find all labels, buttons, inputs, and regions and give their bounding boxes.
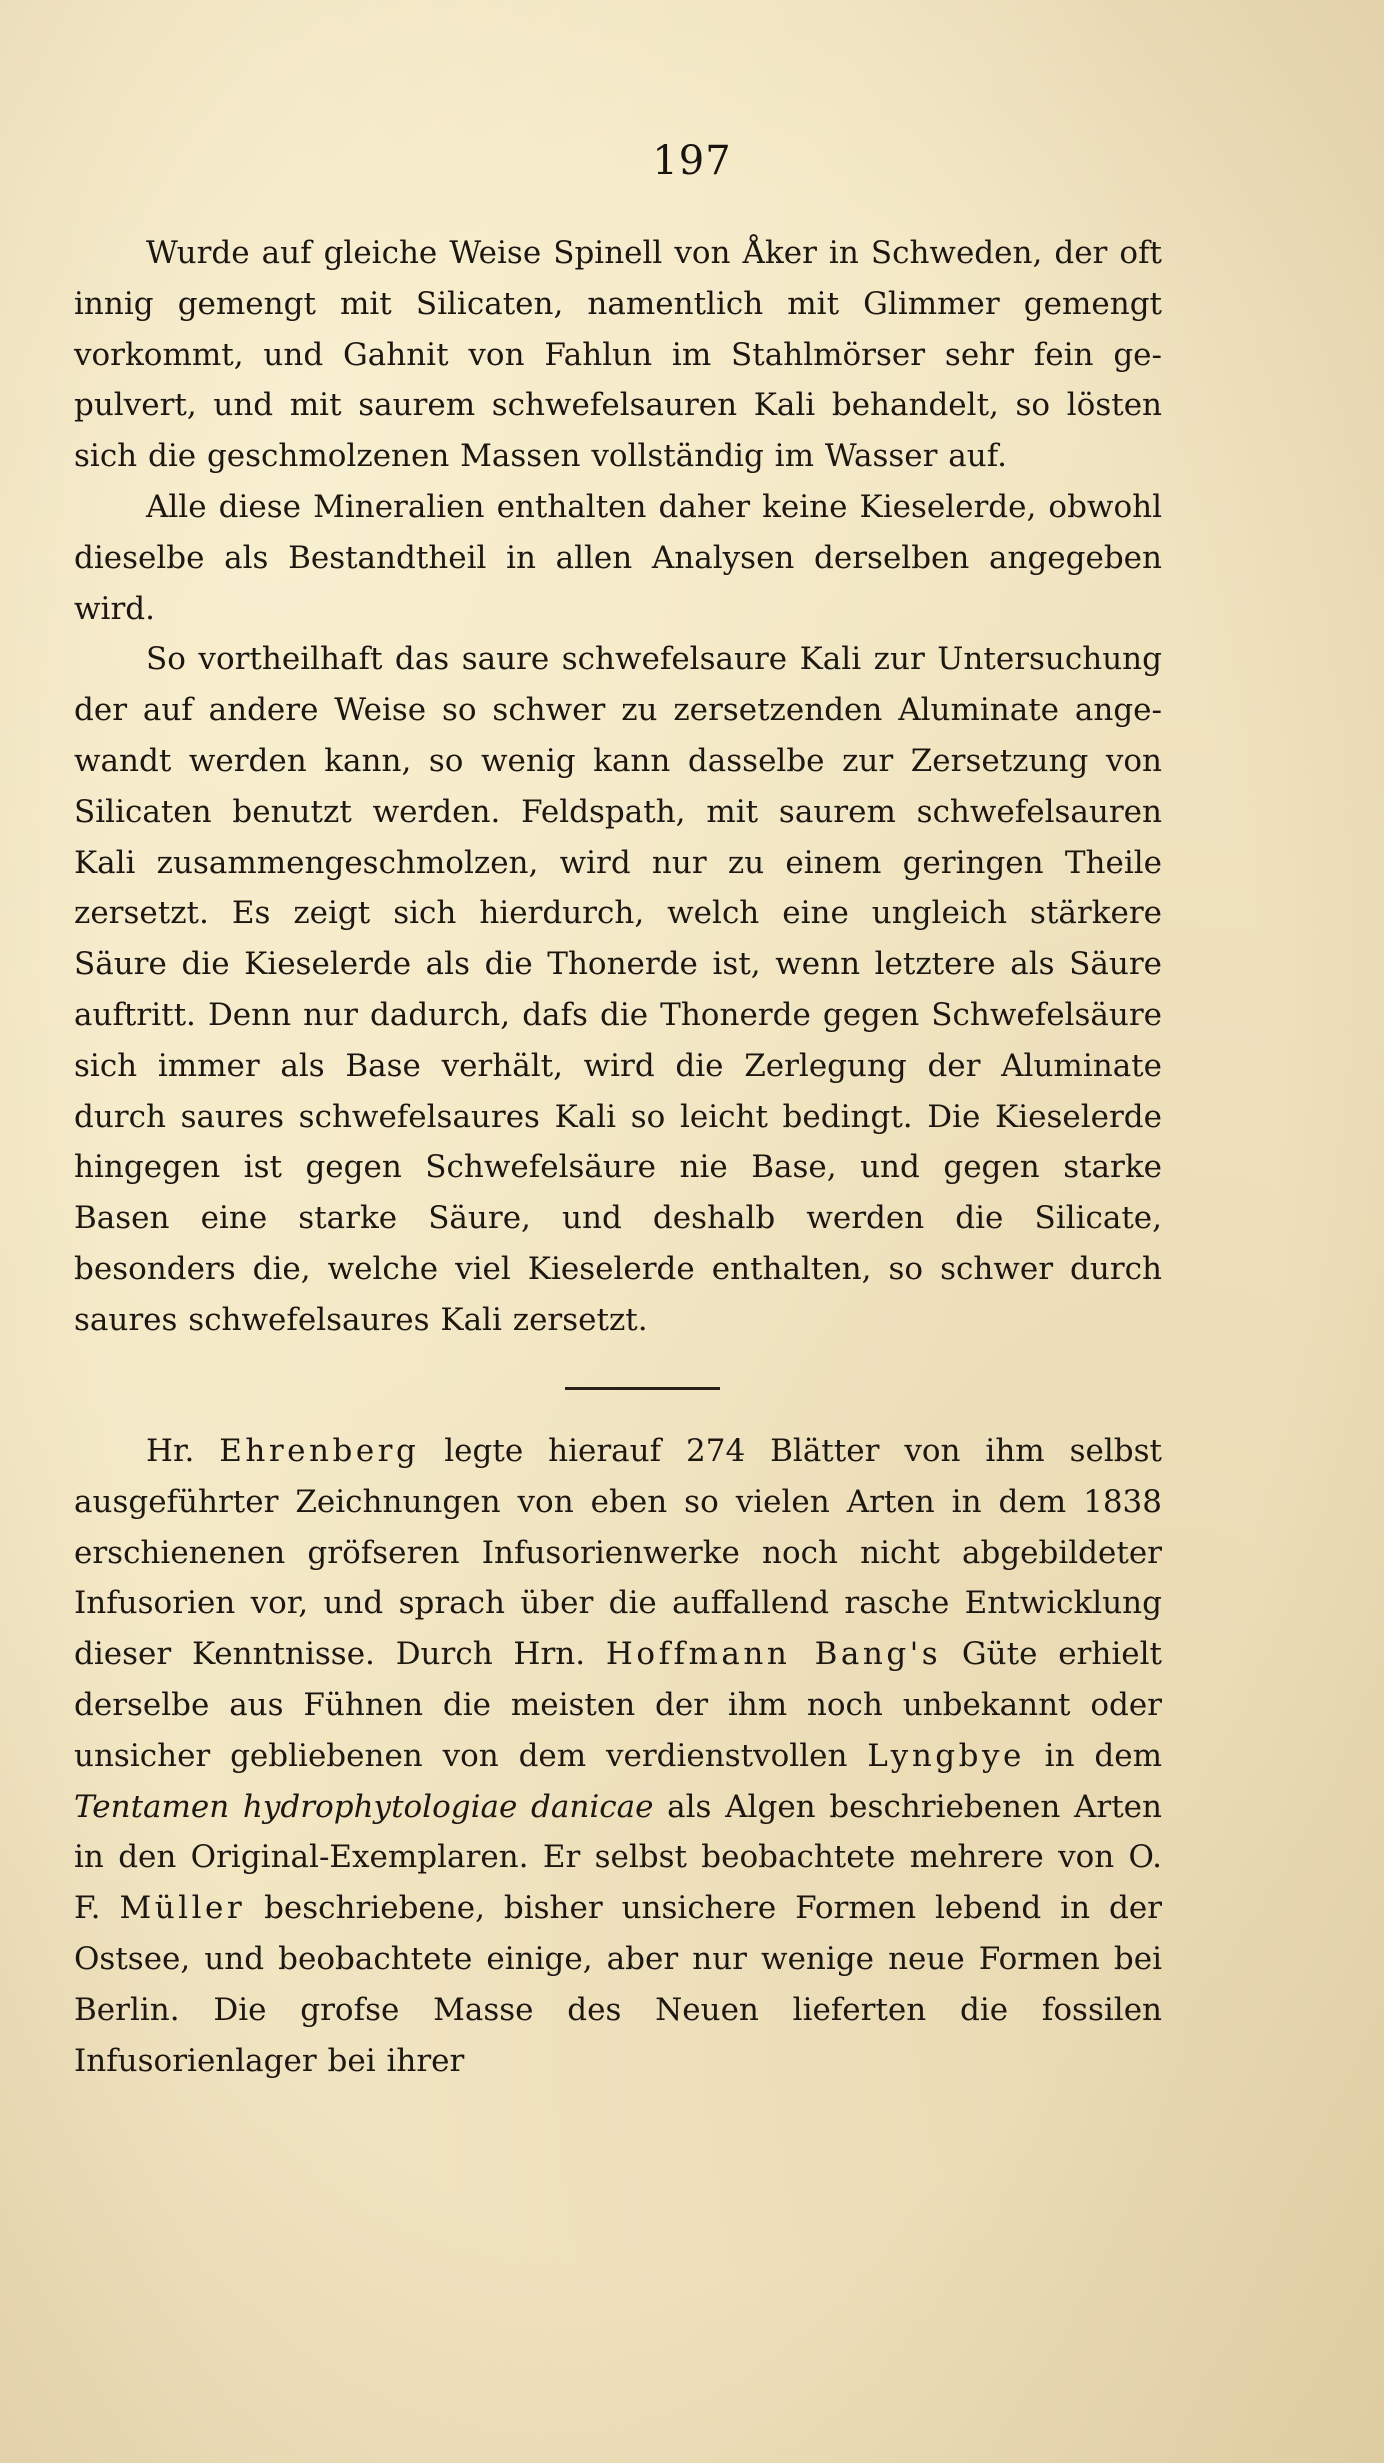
section-ehrenberg-report	[74, 1426, 1162, 2086]
text-run: Hr.	[146, 1433, 220, 1469]
paragraph-schwefelsaure-kali: So vortheilhaft das saure schwefelsaure Kali zur Untersuchung der auf andere Weise so schwer zu zersetzenden Aluminate angewandt werden kann, so wenig kann dasselbe zur Zersetzung von Silicaten benutzt werden. Feldspath, mit saurem schwefelsauren Kali zusammengeschmolzen, wird nur zu einem geringen Theile zersetzt. Es zeigt sich hierdurch, welch eine ungleich stärkere Säure die Kieselerde als die Thonerde ist, wenn letztere als Säure auftritt. Denn nur dadurch, dafs die Thonerde gegen Schwefelsäure sich immer als Base verhält, wird die Zerlegung der Aluminate durch saures schwefelsaures Kali so leicht bedingt. Die Kieselerde hingegen ist gegen Schwefelsäure nie Base, und gegen starke Basen eine starke Säure, und deshalb werden die Silicate, besonders die, welche viel Kieselerde enthalten, so schwer durch saures schwefelsaures Kali zersetzt.	[74, 641, 1162, 1338]
book-title: Tentamen hydrophytologiae danicae	[74, 1788, 654, 1825]
text-run: als Algen beschriebenen Arten in den Original-Exemplaren. Er selbst beobachtete mehrere von O. F.	[74, 1788, 1162, 1927]
paragraph-spinell: Wurde auf gleiche Weise Spinell von Åker in Schweden, der oft innig gemengt mit Silicaten, namentlich mit Glimmer gemengt vorkommt, und Gahnit von Fahlun im Stahlmörser sehr fein gepulvert, und mit saurem schwefelsauren Kali behandelt, so lösten sich die geschmolzenen Massen vollständig im Wasser auf.	[74, 235, 1162, 475]
person-name-hoffmann-bang: Hoffmann Bang's	[605, 1636, 942, 1673]
section-divider	[565, 1387, 720, 1390]
person-name-lyngbye: Lyngbye	[867, 1737, 1025, 1774]
paragraph-kieselerde: Alle diese Mineralien enthalten daher keine Kieselerde, obwohl dieselbe als Bestandtheil in allen Analysen derselben angegeben wird.	[74, 488, 1162, 627]
person-name-ehrenberg: Ehrenberg	[219, 1433, 420, 1469]
text-run: in dem	[1024, 1737, 1162, 1774]
paragraph-ehrenberg	[74, 1426, 1162, 2086]
text-run: beschriebene, bisher unsichere Formen lebend in der Ostsee, und beobachtete einige, aber nur wenige neue Formen bei Berlin. Die grofse Masse des Neuen lieferten die fossilen Infusorienlager bei ihrer	[74, 1890, 1162, 2079]
section-aluminate-analysis	[74, 228, 1162, 1346]
page-number: 197	[652, 138, 732, 184]
text-run: Güte erhielt derselbe aus Fühnen die meisten der ihm noch unbekannt oder unsicher gebliebenen von dem verdienstvollen	[74, 1636, 1162, 1774]
person-name-mueller: Müller	[119, 1890, 246, 1927]
text-run: legte hierauf 274 Blätter von ihm selbst ausgeführter Zeichnungen von eben so vielen Arten in dem 1838 erschienenen gröfseren Infusorienwerke noch nicht abgebildeter Infusorien vor, und sprach über die auffallend rasche Entwicklung dieser Kenntnisse. Durch Hrn.	[74, 1433, 1163, 1673]
